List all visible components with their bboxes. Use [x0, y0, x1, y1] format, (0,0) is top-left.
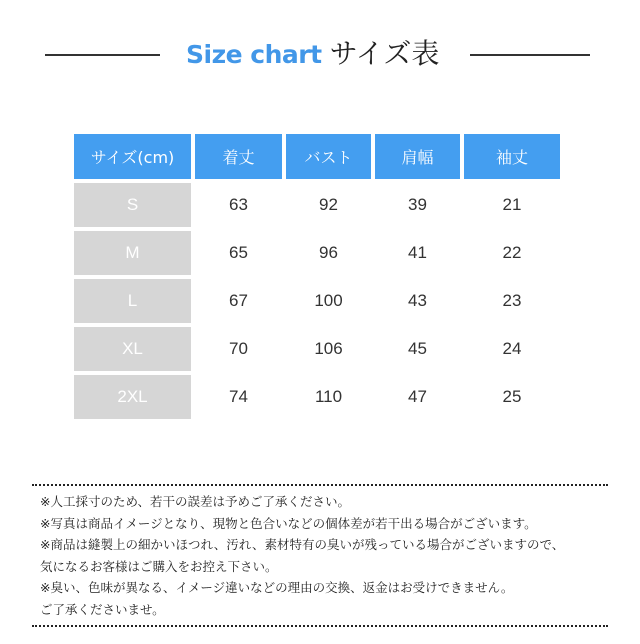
header-shoulder: 肩幅	[375, 134, 460, 179]
bust-cell: 100	[314, 291, 343, 310]
header-bust: バスト	[286, 134, 371, 179]
length-cell: 74	[229, 387, 248, 406]
bust-cell: 96	[319, 243, 338, 262]
header-size: サイズ(cm)	[74, 134, 191, 179]
note-line: 気になるお客様はご購入をお控え下さい。	[40, 558, 278, 574]
title-english: Size chart	[186, 40, 322, 69]
table-row	[74, 327, 560, 371]
size-cell: XL	[74, 327, 191, 371]
header-length: 着丈	[195, 134, 282, 179]
shoulder-cell: 39	[408, 195, 427, 214]
note-line: ご了承くださいませ。	[40, 601, 165, 617]
length-cell: 65	[229, 243, 248, 262]
page-title	[186, 32, 439, 76]
table-row	[74, 183, 560, 227]
length-cell: 63	[229, 195, 248, 214]
size-cell: S	[74, 183, 191, 227]
title-divider-right	[470, 54, 590, 56]
sleeve-cell: 25	[502, 387, 522, 406]
title-row	[0, 32, 640, 76]
sleeve-cell: 21	[502, 195, 522, 214]
table-row	[74, 231, 560, 275]
table-row	[74, 279, 560, 323]
size-cell: 2XL	[74, 375, 191, 419]
table-row	[74, 375, 560, 419]
shoulder-cell: 41	[408, 243, 427, 262]
shoulder-cell: 47	[408, 387, 427, 406]
note-line: ※人工採寸のため、若干の誤差は予めご了承ください。	[40, 494, 350, 509]
size-table	[70, 130, 564, 423]
bust-cell: 110	[314, 387, 343, 406]
header-sleeve: 袖丈	[464, 134, 560, 179]
sleeve-cell: 23	[502, 291, 522, 310]
table-header-row	[74, 134, 560, 179]
note-line: ※商品は縫製上の細かいほつれ、汚れ、素材特有の臭いが残っている場合がございますので、	[40, 537, 565, 552]
length-cell: 70	[229, 339, 248, 358]
size-cell: L	[74, 279, 191, 323]
notes-box	[32, 484, 608, 627]
shoulder-cell: 45	[408, 339, 427, 358]
size-cell: M	[74, 231, 191, 275]
note-line: ※写真は商品イメージとなり、現物と色合いなどの個体差が若干出る場合がございます。	[40, 515, 537, 531]
sleeve-cell: 24	[502, 339, 522, 358]
shoulder-cell: 43	[408, 291, 427, 310]
sleeve-cell: 22	[502, 243, 522, 262]
length-cell: 67	[229, 291, 248, 310]
title-japanese: サイズ表	[329, 37, 440, 70]
note-line: ※臭い、色味が異なる、イメージ違いなどの理由の交換、返金はお受けできません。	[40, 580, 514, 595]
bust-cell: 92	[319, 195, 338, 214]
title-divider-left	[45, 54, 160, 56]
bust-cell: 106	[314, 339, 343, 358]
